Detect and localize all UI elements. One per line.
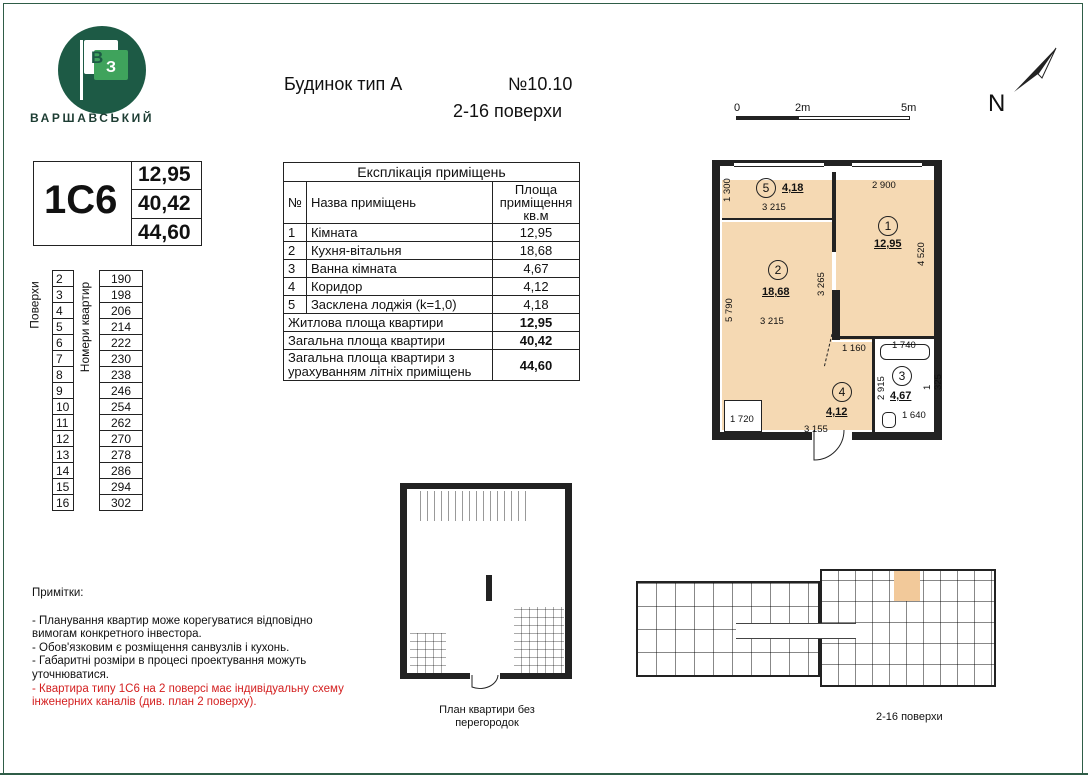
apartment-number: 262 bbox=[100, 415, 143, 431]
bottom-rule bbox=[0, 773, 1088, 775]
wall bbox=[400, 673, 470, 679]
dim-2900: 2 900 bbox=[872, 180, 896, 191]
apartment-number-row bbox=[100, 399, 143, 415]
apartment-number-row bbox=[100, 271, 143, 287]
apartment-code: 1С6 bbox=[44, 178, 118, 222]
explication-row bbox=[284, 224, 580, 242]
note-item-3: - Габаритні розміри в процесі проектування можуть уточнюватися. bbox=[32, 655, 307, 681]
wall bbox=[400, 483, 572, 489]
window bbox=[852, 162, 922, 167]
room-area: 4,12 bbox=[493, 278, 580, 296]
floors-table-left bbox=[52, 270, 74, 511]
dim-3215-mid: 3 215 bbox=[760, 316, 784, 327]
total-value: 40,42 bbox=[493, 332, 580, 350]
apartment-number-row bbox=[100, 479, 143, 495]
living-area-value: 12,95 bbox=[132, 161, 202, 190]
wall bbox=[712, 432, 812, 440]
total-value: 12,95 bbox=[493, 314, 580, 332]
wall bbox=[500, 673, 572, 679]
apartment-number-row bbox=[100, 351, 143, 367]
apartment-number-row bbox=[100, 447, 143, 463]
scale-label-2m: 2m bbox=[795, 102, 811, 114]
dim-3155: 3 155 bbox=[804, 424, 828, 435]
room-name: Кухня-вітальня bbox=[306, 242, 492, 260]
explication-table bbox=[283, 162, 580, 381]
apartment-number-row bbox=[100, 463, 143, 479]
floor-number: 13 bbox=[53, 447, 74, 463]
room-number-4: 4 bbox=[832, 382, 852, 402]
room-area: 4,18 bbox=[493, 296, 580, 314]
loggia-hatch bbox=[414, 491, 526, 521]
room-area-5: 4,18 bbox=[782, 182, 804, 194]
apartment-number: 206 bbox=[100, 303, 143, 319]
wall bbox=[836, 336, 934, 339]
window bbox=[734, 162, 824, 167]
explication-title: Експлікація приміщень bbox=[284, 163, 580, 182]
toilet-icon bbox=[882, 412, 896, 428]
room-area-1: 12,95 bbox=[874, 238, 902, 250]
floor-row bbox=[53, 479, 74, 495]
floor-row bbox=[53, 431, 74, 447]
col-number-header: № bbox=[284, 182, 307, 224]
floor-number: 4 bbox=[53, 303, 74, 319]
room-area: 4,67 bbox=[493, 260, 580, 278]
floor-number: 8 bbox=[53, 367, 74, 383]
room-area: 18,68 bbox=[493, 242, 580, 260]
note-red: - Квартира типу 1С6 на 2 поверсі має індивідуальну схему інженерних каналів (див. план 2 поверху). bbox=[32, 682, 344, 709]
room-area-4: 4,12 bbox=[826, 406, 848, 418]
apartment-number: 294 bbox=[100, 479, 143, 495]
room-name: Засклена лоджія (k=1,0) bbox=[306, 296, 492, 314]
col-name-header: Назва приміщень bbox=[306, 182, 492, 224]
dim-3215-top: 3 215 bbox=[762, 202, 786, 213]
note-item-2: - Обов'язковим є розміщення санвузлів і кухонь. bbox=[32, 641, 290, 654]
apartment-number-row bbox=[100, 495, 143, 511]
apartment-number-row bbox=[100, 383, 143, 399]
floor-number: 7 bbox=[53, 351, 74, 367]
dim-1160: 1 160 bbox=[842, 343, 866, 354]
apartment-number-row bbox=[100, 367, 143, 383]
floor-row bbox=[53, 271, 74, 287]
dim-3265: 3 265 bbox=[816, 272, 827, 296]
scale-label-0: 0 bbox=[734, 102, 741, 114]
floor-row bbox=[53, 319, 74, 335]
empty-plan bbox=[400, 483, 572, 683]
floor-number: 5 bbox=[53, 319, 74, 335]
room-name: Кімната bbox=[306, 224, 492, 242]
floor-row bbox=[53, 495, 74, 511]
wall bbox=[852, 432, 942, 440]
empty-plan-caption: План квартири без перегородок bbox=[439, 704, 535, 729]
north-arrow-icon bbox=[1008, 44, 1060, 100]
column bbox=[486, 575, 492, 601]
apartment-number: 214 bbox=[100, 319, 143, 335]
total-area-value: 40,42 bbox=[132, 190, 202, 219]
floor-row bbox=[53, 399, 74, 415]
corridor-door-icon bbox=[820, 332, 840, 372]
floor-row bbox=[53, 383, 74, 399]
wall bbox=[712, 160, 720, 440]
room-area-2: 18,68 bbox=[762, 286, 790, 298]
floors-vertical-label: Поверхи bbox=[27, 281, 42, 329]
highlighted-apartment bbox=[894, 571, 920, 601]
explication-total-row bbox=[284, 314, 580, 332]
apartment-plan bbox=[712, 160, 942, 460]
floor-number: 14 bbox=[53, 463, 74, 479]
note-item-1: - Планування квартир може корегуватися відповідно вимогам конкретного інвестора. bbox=[32, 614, 313, 641]
bathroom-tile bbox=[514, 607, 564, 673]
floor-number: 9 bbox=[53, 383, 74, 399]
apartment-number: 222 bbox=[100, 335, 143, 351]
col-area-header: Площа приміщення кв.м bbox=[493, 182, 580, 224]
wall bbox=[400, 483, 407, 679]
apartment-number: 270 bbox=[100, 431, 143, 447]
floors-vertical-label-box bbox=[27, 270, 53, 528]
dim-5790: 5 790 bbox=[724, 298, 735, 322]
floor-row bbox=[53, 415, 74, 431]
floor-number: 10 bbox=[53, 399, 74, 415]
apartment-number-row bbox=[100, 415, 143, 431]
total-label: Загальна площа квартири з урахуванням літніх приміщень bbox=[284, 350, 493, 381]
total-label: Загальна площа квартири bbox=[284, 332, 493, 350]
scale-label-5m: 5m bbox=[901, 102, 917, 114]
scale-bar bbox=[736, 116, 910, 120]
notes-title: Примітки: bbox=[32, 587, 84, 599]
numbers-vertical-label-box bbox=[80, 270, 100, 528]
apartment-number: 286 bbox=[100, 463, 143, 479]
floor-row bbox=[53, 335, 74, 351]
explication-total-row bbox=[284, 350, 580, 381]
floors-range: 2-16 поверхи bbox=[453, 101, 563, 121]
brand-name: ВАРШАВСЬКИЙ bbox=[30, 111, 155, 125]
explication-row bbox=[284, 278, 580, 296]
apartment-area-values bbox=[131, 161, 202, 246]
room-number-5: 5 bbox=[756, 178, 776, 198]
dim-1325: 1 325 bbox=[922, 374, 944, 390]
room-area: 12,95 bbox=[493, 224, 580, 242]
room-number: 5 bbox=[284, 296, 307, 314]
dim-1740: 1 740 bbox=[892, 340, 916, 351]
total-label: Житлова площа квартири bbox=[284, 314, 493, 332]
room-number: 1 bbox=[284, 224, 307, 242]
apartment-number-row bbox=[100, 335, 143, 351]
brand-logo bbox=[58, 26, 146, 114]
room-number: 4 bbox=[284, 278, 307, 296]
apartment-number: 230 bbox=[100, 351, 143, 367]
apartment-number-row bbox=[100, 431, 143, 447]
floor-number: 12 bbox=[53, 431, 74, 447]
apartment-number: 246 bbox=[100, 383, 143, 399]
building-type: Будинок тип А bbox=[284, 74, 403, 94]
dim-1640: 1 640 bbox=[902, 410, 926, 421]
floor-row bbox=[53, 303, 74, 319]
dim-1300: 1 300 bbox=[722, 178, 733, 202]
floor-number: 6 bbox=[53, 335, 74, 351]
apartment-number: 238 bbox=[100, 367, 143, 383]
explication-total-row bbox=[284, 332, 580, 350]
floor-row bbox=[53, 463, 74, 479]
explication-row bbox=[284, 242, 580, 260]
floor-row bbox=[53, 447, 74, 463]
apartment-number: 254 bbox=[100, 399, 143, 415]
floor-number: 11 bbox=[53, 415, 74, 431]
explication-row bbox=[284, 260, 580, 278]
kitchen-tile bbox=[410, 633, 446, 673]
apartment-number-row bbox=[100, 287, 143, 303]
room-number-3: 3 bbox=[892, 366, 912, 386]
entrance-door-icon bbox=[470, 673, 502, 691]
floors-table-right bbox=[99, 270, 143, 511]
explication-row bbox=[284, 296, 580, 314]
north-label: N bbox=[988, 90, 1006, 117]
logo-letter-v: В bbox=[91, 48, 104, 67]
floor-number: 15 bbox=[53, 479, 74, 495]
dim-2915: 2 915 bbox=[876, 376, 887, 400]
wall bbox=[722, 218, 832, 220]
logo-letter-z: З bbox=[106, 59, 117, 76]
room-number-1: 1 bbox=[878, 216, 898, 236]
wall bbox=[934, 160, 942, 440]
apartment-number-row bbox=[100, 319, 143, 335]
wall bbox=[565, 483, 572, 679]
wall bbox=[872, 336, 875, 432]
floor-number: 16 bbox=[53, 495, 74, 511]
apartment-number-row bbox=[100, 303, 143, 319]
room-name: Ванна кімната bbox=[306, 260, 492, 278]
room-number: 2 bbox=[284, 242, 307, 260]
apartment-number: 198 bbox=[100, 287, 143, 303]
wall bbox=[832, 172, 836, 252]
dim-1720: 1 720 bbox=[730, 414, 754, 425]
room-name: Коридор bbox=[306, 278, 492, 296]
floor-plan-caption: 2-16 поверхи bbox=[876, 711, 943, 723]
total-area-summer-value: 44,60 bbox=[138, 221, 191, 244]
floor-number: 3 bbox=[53, 287, 74, 303]
floor-plan bbox=[636, 569, 996, 689]
numbers-vertical-label: Номери квартир bbox=[78, 281, 93, 373]
apartment-number: 190 bbox=[100, 271, 143, 287]
room-number: 3 bbox=[284, 260, 307, 278]
room-area-3: 4,67 bbox=[890, 390, 912, 402]
floor-corridor bbox=[736, 623, 856, 639]
section-number: №10.10 bbox=[508, 74, 573, 94]
apartment-number: 302 bbox=[100, 495, 143, 511]
floor-row bbox=[53, 367, 74, 383]
floor-row bbox=[53, 287, 74, 303]
apartment-number: 278 bbox=[100, 447, 143, 463]
notes bbox=[32, 587, 352, 710]
room-number-2: 2 bbox=[768, 260, 788, 280]
dim-4520: 4 520 bbox=[916, 242, 927, 266]
floor-number: 2 bbox=[53, 271, 74, 287]
total-value: 44,60 bbox=[493, 350, 580, 381]
floor-row bbox=[53, 351, 74, 367]
